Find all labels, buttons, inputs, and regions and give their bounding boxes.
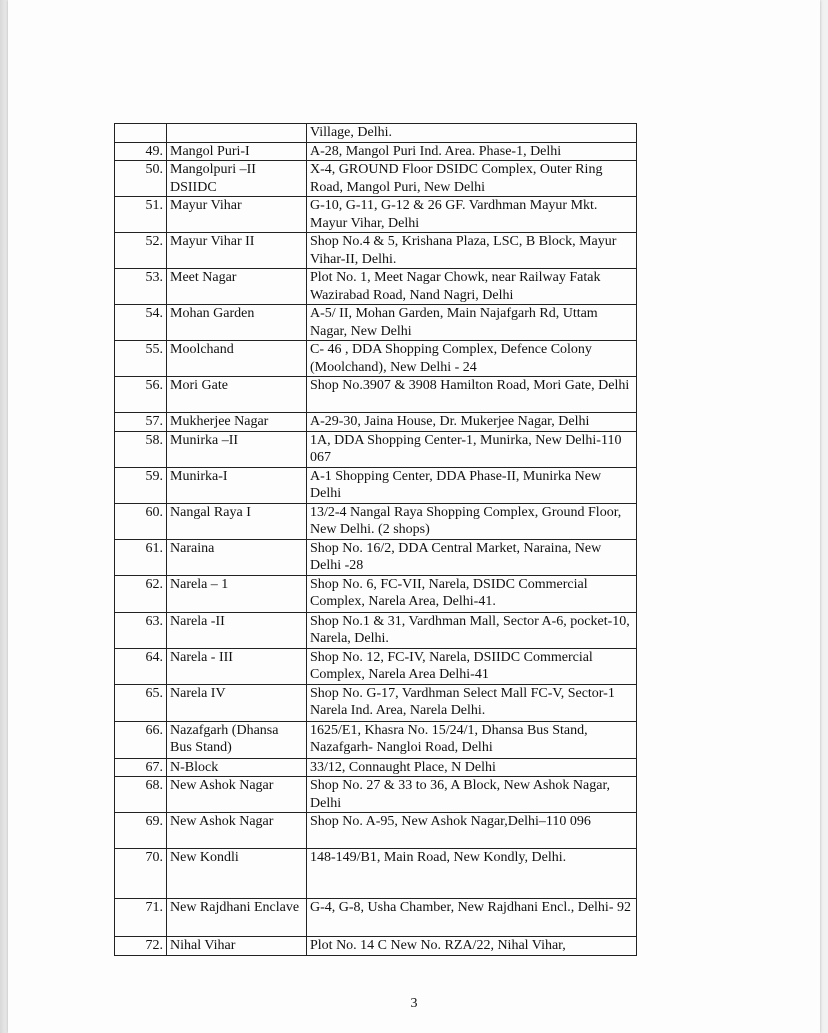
- shop-name-cell: New Ashok Nagar: [167, 777, 307, 813]
- shop-address-cell: Plot No. 1, Meet Nagar Chowk, near Railway Fatak Wazirabad Road, Nand Nagri, Delhi: [307, 269, 637, 305]
- shop-name-cell: Nangal Raya I: [167, 503, 307, 539]
- shop-address-cell: Shop No.3907 & 3908 Hamilton Road, Mori Gate, Delhi: [307, 377, 637, 413]
- table-row: [115, 503, 637, 539]
- table-row: [115, 413, 637, 432]
- table-row: [115, 648, 637, 684]
- table-row: [115, 431, 637, 467]
- serial-number-cell: 69.: [115, 813, 167, 849]
- serial-number-cell: 54.: [115, 305, 167, 341]
- shop-name-cell: Mori Gate: [167, 377, 307, 413]
- shop-address-cell: Shop No. 6, FC-VII, Narela, DSIDC Commercial Complex, Narela Area, Delhi-41.: [307, 575, 637, 612]
- shop-address-cell: 1A, DDA Shopping Center-1, Munirka, New Delhi-110 067: [307, 431, 637, 467]
- serial-number-cell: 65.: [115, 684, 167, 721]
- shop-address-cell: Shop No. 12, FC-IV, Narela, DSIIDC Commercial Complex, Narela Area Delhi-41: [307, 648, 637, 684]
- table-row: [115, 305, 637, 341]
- shop-name-cell: Mohan Garden: [167, 305, 307, 341]
- shop-address-cell: C- 46 , DDA Shopping Complex, Defence Colony (Moolchand), New Delhi - 24: [307, 341, 637, 377]
- table-row: [115, 161, 637, 197]
- shop-name-cell: New Rajdhani Enclave: [167, 899, 307, 937]
- shop-name-cell: Mayur Vihar II: [167, 233, 307, 269]
- table-row: [115, 124, 637, 143]
- table-row: [115, 269, 637, 305]
- shop-address-cell: A-29-30, Jaina House, Dr. Mukerjee Nagar, Delhi: [307, 413, 637, 432]
- serial-number-cell: 63.: [115, 612, 167, 648]
- table-row: [115, 612, 637, 648]
- serial-number-cell: 49.: [115, 142, 167, 161]
- shop-address-cell: 1625/E1, Khasra No. 15/24/1, Dhansa Bus Stand, Nazafgarh- Nangloi Road, Delhi: [307, 721, 637, 758]
- table-row: [115, 721, 637, 758]
- shop-name-cell: Munirka-I: [167, 467, 307, 503]
- shop-name-cell: Meet Nagar: [167, 269, 307, 305]
- shop-address-cell: Shop No. 27 & 33 to 36, A Block, New Ashok Nagar, Delhi: [307, 777, 637, 813]
- shop-address-cell: G-4, G-8, Usha Chamber, New Rajdhani Encl., Delhi- 92: [307, 899, 637, 937]
- shop-name-cell: Nazafgarh (Dhansa Bus Stand): [167, 721, 307, 758]
- serial-number-cell: 52.: [115, 233, 167, 269]
- shop-name-cell: Mayur Vihar: [167, 197, 307, 233]
- document-page: [8, 0, 820, 1033]
- shop-address-cell: A-1 Shopping Center, DDA Phase-II, Munirka New Delhi: [307, 467, 637, 503]
- serial-number-cell: 58.: [115, 431, 167, 467]
- shop-address-cell: X-4, GROUND Floor DSIDC Complex, Outer Ring Road, Mangol Puri, New Delhi: [307, 161, 637, 197]
- shop-address-table: [114, 123, 637, 956]
- shop-address-cell: Shop No. G-17, Vardhman Select Mall FC-V, Sector-1 Narela Ind. Area, Narela Delhi.: [307, 684, 637, 721]
- shop-name-cell: Narela IV: [167, 684, 307, 721]
- shop-address-cell: A-28, Mangol Puri Ind. Area. Phase-1, Delhi: [307, 142, 637, 161]
- table-row: [115, 684, 637, 721]
- shop-address-cell: Shop No. A-95, New Ashok Nagar,Delhi–110 096: [307, 813, 637, 849]
- serial-number-cell: 61.: [115, 539, 167, 575]
- shop-address-cell: 148-149/B1, Main Road, New Kondly, Delhi.: [307, 849, 637, 899]
- table-row: [115, 813, 637, 849]
- shop-name-cell: Mangolpuri –II DSIIDC: [167, 161, 307, 197]
- shop-name-cell: N-Block: [167, 758, 307, 777]
- shop-name-cell: Narela – 1: [167, 575, 307, 612]
- serial-number-cell: 66.: [115, 721, 167, 758]
- table-row: [115, 777, 637, 813]
- shop-name-cell: New Kondli: [167, 849, 307, 899]
- shop-name-cell: Nihal Vihar: [167, 937, 307, 956]
- serial-number-cell: 68.: [115, 777, 167, 813]
- shop-address-cell: 13/2-4 Nangal Raya Shopping Complex, Ground Floor, New Delhi. (2 shops): [307, 503, 637, 539]
- shop-name-cell: Mukherjee Nagar: [167, 413, 307, 432]
- shop-address-cell: G-10, G-11, G-12 & 26 GF. Vardhman Mayur Mkt. Mayur Vihar, Delhi: [307, 197, 637, 233]
- table-row: [115, 758, 637, 777]
- serial-number-cell: [115, 124, 167, 143]
- serial-number-cell: 56.: [115, 377, 167, 413]
- table-row: [115, 539, 637, 575]
- table-row: [115, 377, 637, 413]
- page-edge-shadow: [0, 0, 8, 1033]
- serial-number-cell: 53.: [115, 269, 167, 305]
- table-row: [115, 142, 637, 161]
- shop-address-cell: Shop No.1 & 31, Vardhman Mall, Sector A-6, pocket-10, Narela, Delhi.: [307, 612, 637, 648]
- table-row: [115, 899, 637, 937]
- serial-number-cell: 70.: [115, 849, 167, 899]
- serial-number-cell: 59.: [115, 467, 167, 503]
- shop-name-cell: New Ashok Nagar: [167, 813, 307, 849]
- serial-number-cell: 57.: [115, 413, 167, 432]
- shop-name-cell: Moolchand: [167, 341, 307, 377]
- table-row: [115, 467, 637, 503]
- table-row: [115, 849, 637, 899]
- serial-number-cell: 72.: [115, 937, 167, 956]
- shop-address-cell: Plot No. 14 C New No. RZA/22, Nihal Vihar,: [307, 937, 637, 956]
- table-row: [115, 197, 637, 233]
- shop-name-cell: Naraina: [167, 539, 307, 575]
- shop-address-cell: 33/12, Connaught Place, N Delhi: [307, 758, 637, 777]
- serial-number-cell: 62.: [115, 575, 167, 612]
- shop-name-cell: [167, 124, 307, 143]
- table-row: [115, 233, 637, 269]
- serial-number-cell: 71.: [115, 899, 167, 937]
- shop-address-cell: Shop No.4 & 5, Krishana Plaza, LSC, B Block, Mayur Vihar-II, Delhi.: [307, 233, 637, 269]
- shop-name-cell: Mangol Puri-I: [167, 142, 307, 161]
- shop-address-cell: Village, Delhi.: [307, 124, 637, 143]
- table-body: [115, 124, 637, 956]
- table-row: [115, 575, 637, 612]
- serial-number-cell: 51.: [115, 197, 167, 233]
- shop-name-cell: Narela - III: [167, 648, 307, 684]
- serial-number-cell: 60.: [115, 503, 167, 539]
- page-number: 3: [410, 996, 418, 1011]
- shop-address-cell: Shop No. 16/2, DDA Central Market, Naraina, New Delhi -28: [307, 539, 637, 575]
- shop-address-cell: A-5/ II, Mohan Garden, Main Najafgarh Rd, Uttam Nagar, New Delhi: [307, 305, 637, 341]
- shop-name-cell: Narela -II: [167, 612, 307, 648]
- serial-number-cell: 50.: [115, 161, 167, 197]
- serial-number-cell: 67.: [115, 758, 167, 777]
- serial-number-cell: 64.: [115, 648, 167, 684]
- table-row: [115, 341, 637, 377]
- table-row: [115, 937, 637, 956]
- shop-name-cell: Munirka –II: [167, 431, 307, 467]
- serial-number-cell: 55.: [115, 341, 167, 377]
